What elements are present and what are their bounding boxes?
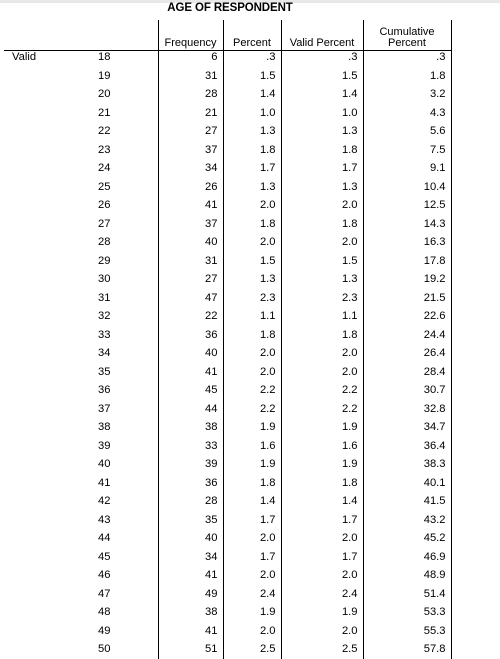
table-row [4,197,451,216]
table-row [4,363,451,382]
frequency-cell: 34 [158,160,223,179]
percent-cell: 1.7 [223,160,281,179]
row-group-label [4,308,60,327]
percent-cell: 1.3 [223,271,281,290]
cumulative-percent-cell: 38.3 [363,456,451,475]
frequency-cell: 28 [158,493,223,512]
valid-percent-cell: 1.7 [281,511,363,530]
row-group-label [4,511,60,530]
table-row [4,437,451,456]
valid-percent-cell: 2.0 [281,530,363,549]
row-group-label [4,419,60,438]
frequency-table-container [4,20,452,659]
table-row [4,493,451,512]
age-cell: 46 [60,567,158,586]
percent-cell: 1.7 [223,548,281,567]
row-group-label [4,363,60,382]
percent-cell: 1.9 [223,456,281,475]
percent-cell: 1.9 [223,419,281,438]
frequency-cell: 49 [158,585,223,604]
table-row [4,345,451,364]
age-cell: 23 [60,141,158,160]
header-frequency: Frequency [158,20,223,51]
header-blank-age [60,20,158,51]
percent-cell: 2.5 [223,641,281,659]
frequency-cell: 51 [158,641,223,659]
frequency-cell: 44 [158,400,223,419]
frequency-cell: 27 [158,123,223,142]
frequency-cell: 21 [158,104,223,123]
frequency-cell: 39 [158,456,223,475]
header-cumulative-line1: Cumulative [379,26,434,38]
percent-cell: 1.9 [223,604,281,623]
percent-cell: 1.8 [223,474,281,493]
row-group-label [4,271,60,290]
age-cell: 24 [60,160,158,179]
valid-percent-cell: 1.4 [281,493,363,512]
table-row [4,511,451,530]
percent-cell: 1.4 [223,86,281,105]
valid-percent-cell: 1.9 [281,456,363,475]
age-cell: 28 [60,234,158,253]
valid-percent-cell: 1.8 [281,326,363,345]
frequency-cell: 40 [158,234,223,253]
valid-percent-cell: 2.0 [281,567,363,586]
frequency-cell: 36 [158,474,223,493]
age-cell: 26 [60,197,158,216]
table-body [4,51,451,659]
row-group-label [4,474,60,493]
header-cumulative-line2: Percent [388,37,426,49]
valid-percent-cell: 1.1 [281,308,363,327]
cumulative-percent-cell: 26.4 [363,345,451,364]
valid-percent-cell: 2.2 [281,382,363,401]
percent-cell: 2.2 [223,400,281,419]
percent-cell: 1.6 [223,437,281,456]
valid-percent-cell: .3 [281,51,363,68]
percent-cell: 1.8 [223,141,281,160]
table-row [4,160,451,179]
age-cell: 47 [60,585,158,604]
percent-cell: 1.8 [223,326,281,345]
cumulative-percent-cell: 41.5 [363,493,451,512]
table-row [4,123,451,142]
cumulative-percent-cell: 10.4 [363,178,451,197]
table-row [4,141,451,160]
age-cell: 34 [60,345,158,364]
age-cell: 22 [60,123,158,142]
frequency-cell: 31 [158,67,223,86]
age-cell: 18 [60,51,158,68]
row-group-label [4,604,60,623]
age-cell: 43 [60,511,158,530]
cumulative-percent-cell: 30.7 [363,382,451,401]
table-row [4,585,451,604]
table-row [4,326,451,345]
cumulative-percent-cell: 46.9 [363,548,451,567]
percent-cell: .3 [223,51,281,68]
table-row [4,474,451,493]
cumulative-percent-cell: 7.5 [363,141,451,160]
frequency-cell: 40 [158,530,223,549]
valid-percent-cell: 2.2 [281,400,363,419]
percent-cell: 2.0 [223,363,281,382]
valid-percent-cell: 2.0 [281,234,363,253]
frequency-cell: 34 [158,548,223,567]
age-cell: 50 [60,641,158,659]
row-group-label [4,585,60,604]
age-cell: 20 [60,86,158,105]
row-group-label [4,252,60,271]
frequency-cell: 35 [158,511,223,530]
valid-percent-cell: 2.0 [281,345,363,364]
row-group-label [4,382,60,401]
cumulative-percent-cell: 24.4 [363,326,451,345]
percent-cell: 2.0 [223,197,281,216]
age-cell: 41 [60,474,158,493]
row-group-label [4,530,60,549]
row-group-label: Valid [4,51,60,68]
age-cell: 42 [60,493,158,512]
percent-cell: 2.0 [223,567,281,586]
row-group-label [4,215,60,234]
age-cell: 44 [60,530,158,549]
cumulative-percent-cell: .3 [363,51,451,68]
valid-percent-cell: 1.0 [281,104,363,123]
table-row [4,271,451,290]
frequency-cell: 36 [158,326,223,345]
percent-cell: 1.3 [223,178,281,197]
age-cell: 38 [60,419,158,438]
row-group-label [4,123,60,142]
row-group-label [4,234,60,253]
table-row [4,548,451,567]
cumulative-percent-cell: 51.4 [363,585,451,604]
table-row [4,456,451,475]
valid-percent-cell: 1.8 [281,141,363,160]
cumulative-percent-cell: 57.8 [363,641,451,659]
cumulative-percent-cell: 32.8 [363,400,451,419]
cumulative-percent-cell: 4.3 [363,104,451,123]
frequency-cell: 37 [158,215,223,234]
valid-percent-cell: 1.7 [281,160,363,179]
age-cell: 37 [60,400,158,419]
row-group-label [4,622,60,641]
frequency-cell: 27 [158,271,223,290]
percent-cell: 1.1 [223,308,281,327]
cumulative-percent-cell: 40.1 [363,474,451,493]
valid-percent-cell: 1.5 [281,67,363,86]
row-group-label [4,641,60,659]
percent-cell: 1.5 [223,67,281,86]
percent-cell: 2.0 [223,622,281,641]
age-cell: 32 [60,308,158,327]
percent-cell: 2.2 [223,382,281,401]
valid-percent-cell: 1.5 [281,252,363,271]
age-cell: 40 [60,456,158,475]
valid-percent-cell: 1.6 [281,437,363,456]
row-group-label [4,548,60,567]
valid-percent-cell: 1.8 [281,215,363,234]
row-group-label [4,493,60,512]
frequency-cell: 22 [158,308,223,327]
table-row [4,400,451,419]
age-cell: 30 [60,271,158,290]
cumulative-percent-cell: 22.6 [363,308,451,327]
table-row [4,67,451,86]
row-group-label [4,104,60,123]
frequency-cell: 47 [158,289,223,308]
valid-percent-cell: 1.4 [281,86,363,105]
age-cell: 49 [60,622,158,641]
cumulative-percent-cell: 1.8 [363,67,451,86]
table-row [4,530,451,549]
row-group-label [4,141,60,160]
header-cumulative-percent [363,20,451,51]
valid-percent-cell: 1.7 [281,548,363,567]
table-row [4,289,451,308]
valid-percent-cell: 1.9 [281,419,363,438]
frequency-cell: 40 [158,345,223,364]
row-group-label [4,67,60,86]
valid-percent-cell: 2.5 [281,641,363,659]
row-group-label [4,197,60,216]
table-row [4,252,451,271]
table-title: AGE OF RESPONDENT [0,2,460,14]
age-cell: 48 [60,604,158,623]
age-cell: 21 [60,104,158,123]
cumulative-percent-cell: 21.5 [363,289,451,308]
percent-cell: 2.0 [223,345,281,364]
table-row [4,178,451,197]
cumulative-percent-cell: 19.2 [363,271,451,290]
age-cell: 29 [60,252,158,271]
frequency-cell: 38 [158,419,223,438]
cumulative-percent-cell: 9.1 [363,160,451,179]
frequency-cell: 41 [158,197,223,216]
header-blank-label [4,20,60,51]
table-row [4,51,451,68]
age-cell: 27 [60,215,158,234]
cumulative-percent-cell: 45.2 [363,530,451,549]
table-row [4,86,451,105]
frequency-table [4,20,452,659]
valid-percent-cell: 1.3 [281,123,363,142]
percent-cell: 2.0 [223,530,281,549]
frequency-cell: 6 [158,51,223,68]
age-cell: 35 [60,363,158,382]
header-percent: Percent [223,20,281,51]
percent-cell: 1.7 [223,511,281,530]
cumulative-percent-cell: 43.2 [363,511,451,530]
valid-percent-cell: 2.0 [281,622,363,641]
frequency-cell: 33 [158,437,223,456]
table-row [4,641,451,659]
age-cell: 45 [60,548,158,567]
valid-percent-cell: 1.3 [281,178,363,197]
valid-percent-cell: 2.0 [281,197,363,216]
valid-percent-cell: 2.4 [281,585,363,604]
frequency-cell: 41 [158,363,223,382]
cumulative-percent-cell: 34.7 [363,419,451,438]
row-group-label [4,326,60,345]
table-row [4,308,451,327]
percent-cell: 1.3 [223,123,281,142]
cumulative-percent-cell: 55.3 [363,622,451,641]
percent-cell: 2.4 [223,585,281,604]
age-cell: 25 [60,178,158,197]
row-group-label [4,345,60,364]
row-group-label [4,86,60,105]
age-cell: 19 [60,67,158,86]
frequency-cell: 26 [158,178,223,197]
percent-cell: 1.8 [223,215,281,234]
row-group-label [4,289,60,308]
cumulative-percent-cell: 14.3 [363,215,451,234]
frequency-cell: 38 [158,604,223,623]
frequency-cell: 37 [158,141,223,160]
valid-percent-cell: 2.3 [281,289,363,308]
valid-percent-cell: 1.3 [281,271,363,290]
valid-percent-cell: 1.8 [281,474,363,493]
cumulative-percent-cell: 48.9 [363,567,451,586]
table-row [4,234,451,253]
frequency-cell: 41 [158,567,223,586]
cumulative-percent-cell: 53.3 [363,604,451,623]
cumulative-percent-cell: 5.6 [363,123,451,142]
age-cell: 39 [60,437,158,456]
row-group-label [4,160,60,179]
cumulative-percent-cell: 36.4 [363,437,451,456]
cumulative-percent-cell: 16.3 [363,234,451,253]
table-row [4,604,451,623]
frequency-cell: 41 [158,622,223,641]
header-valid-percent: Valid Percent [281,20,363,51]
row-group-label [4,456,60,475]
cumulative-percent-cell: 12.5 [363,197,451,216]
frequency-cell: 28 [158,86,223,105]
row-group-label [4,400,60,419]
cumulative-percent-cell: 28.4 [363,363,451,382]
row-group-label [4,437,60,456]
cumulative-percent-cell: 17.8 [363,252,451,271]
percent-cell: 1.0 [223,104,281,123]
table-header-row [4,20,451,51]
frequency-cell: 45 [158,382,223,401]
table-row [4,382,451,401]
frequency-cell: 31 [158,252,223,271]
percent-cell: 1.5 [223,252,281,271]
row-group-label [4,178,60,197]
table-row [4,567,451,586]
table-row [4,419,451,438]
table-row [4,215,451,234]
table-row [4,622,451,641]
percent-cell: 2.3 [223,289,281,308]
cumulative-percent-cell: 3.2 [363,86,451,105]
age-cell: 33 [60,326,158,345]
age-cell: 36 [60,382,158,401]
age-cell: 31 [60,289,158,308]
percent-cell: 2.0 [223,234,281,253]
row-group-label [4,567,60,586]
valid-percent-cell: 2.0 [281,363,363,382]
valid-percent-cell: 1.9 [281,604,363,623]
table-row [4,104,451,123]
percent-cell: 1.4 [223,493,281,512]
